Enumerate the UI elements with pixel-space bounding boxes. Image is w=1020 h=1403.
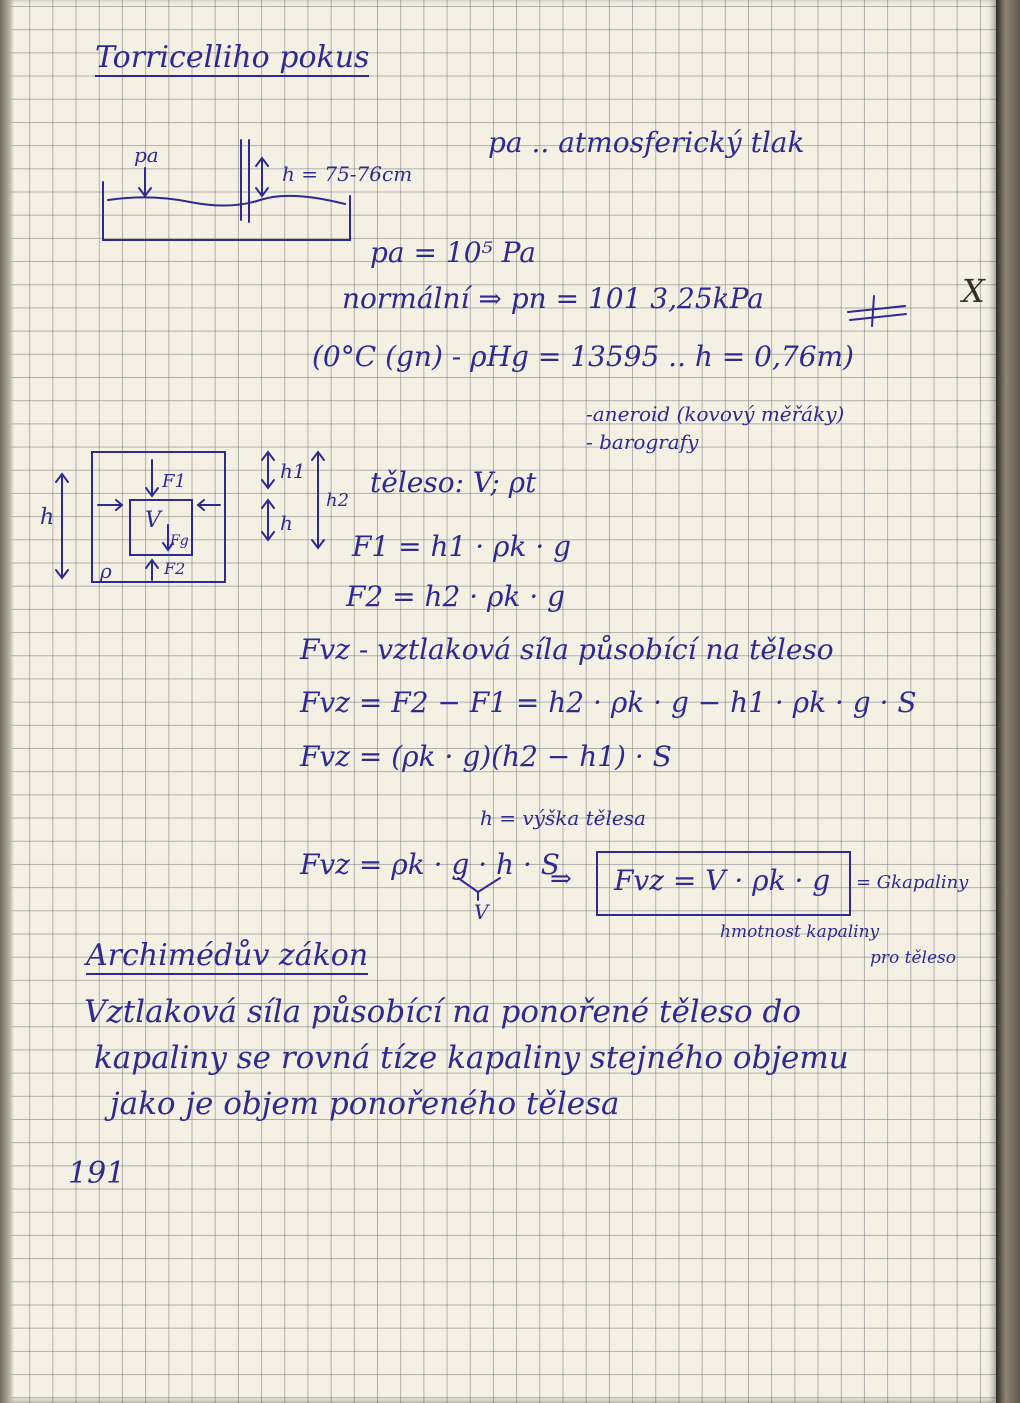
page-edge bbox=[996, 0, 1020, 1403]
pa-value: pa = 10⁵ Pa bbox=[370, 236, 536, 269]
pa-definition: pa .. atmosferický tlak bbox=[488, 126, 805, 159]
sketch-h-label: h bbox=[40, 505, 55, 530]
archimedes-sketch bbox=[40, 452, 349, 583]
buoyancy-equation-2: Fvz = (ρk · g)(h2 − h1) · S bbox=[300, 740, 672, 773]
sketch-h2-label: h2 bbox=[326, 490, 350, 511]
page-number: 191 bbox=[68, 1156, 126, 1191]
force-f2: F2 = h2 · ρk · g bbox=[346, 580, 566, 613]
section-title: Archimédův zákon bbox=[86, 938, 369, 973]
torricelli-sketch bbox=[103, 140, 350, 240]
sketch-hh-label: h bbox=[280, 511, 293, 535]
buoyancy-equation-3: Fvz = ρk · g · h · S bbox=[300, 848, 560, 881]
boxed-formula-note: = Gkapaliny bbox=[856, 872, 969, 893]
law-line-2: kapaliny se rovná tíze kapaliny stejného objemu bbox=[94, 1040, 849, 1076]
sketch-fg-label: Fg bbox=[170, 533, 189, 549]
instrument-barograph: - barografy bbox=[586, 430, 699, 454]
sketch-f1-label: F1 bbox=[162, 471, 186, 492]
mass-note-2: pro těleso bbox=[870, 948, 956, 968]
v-underbrace bbox=[458, 878, 500, 900]
mass-note-1: hmotnost kapaliny bbox=[720, 922, 880, 942]
body-definition: těleso: V; ρt bbox=[370, 466, 537, 499]
law-line-1: Vztlaková síla působící na ponořené těleso do bbox=[84, 994, 801, 1030]
instrument-aneroid: -aneroid (kovový měřáky) bbox=[586, 402, 845, 426]
sketch-rho-label: ρ bbox=[100, 559, 112, 583]
height-label: h = 75-76cm bbox=[282, 162, 413, 186]
pa-sketch-label: pa bbox=[134, 143, 159, 167]
volume-note: V bbox=[474, 900, 489, 924]
hg-condition: (0°C (gn) - ρHg = 13595 .. h = 0,76m) bbox=[312, 340, 854, 373]
sketch-v-label: V bbox=[145, 508, 161, 533]
hash-mark bbox=[848, 296, 906, 326]
page-title: Torricelliho pokus bbox=[95, 40, 370, 75]
margin-mark: X bbox=[962, 272, 985, 310]
sketch-h1-label: h1 bbox=[280, 459, 306, 483]
normal-pressure: normální ⇒ pn = 101 3,25kPa bbox=[342, 282, 764, 315]
implies-arrow: ⇒ bbox=[550, 864, 572, 894]
boxed-formula: Fvz = V · ρk · g bbox=[614, 864, 831, 897]
buoyancy-definition: Fvz - vztlaková síla působící na těleso bbox=[300, 633, 834, 666]
force-f1: F1 = h1 · ρk · g bbox=[352, 530, 572, 563]
law-line-3: jako je objem ponořeného tělesa bbox=[110, 1086, 620, 1122]
sketch-f2-label: F2 bbox=[164, 559, 186, 578]
buoyancy-equation-1: Fvz = F2 − F1 = h2 · ρk · g − h1 · ρk · g · S bbox=[300, 686, 917, 719]
height-note: h = výška tělesa bbox=[480, 806, 646, 830]
